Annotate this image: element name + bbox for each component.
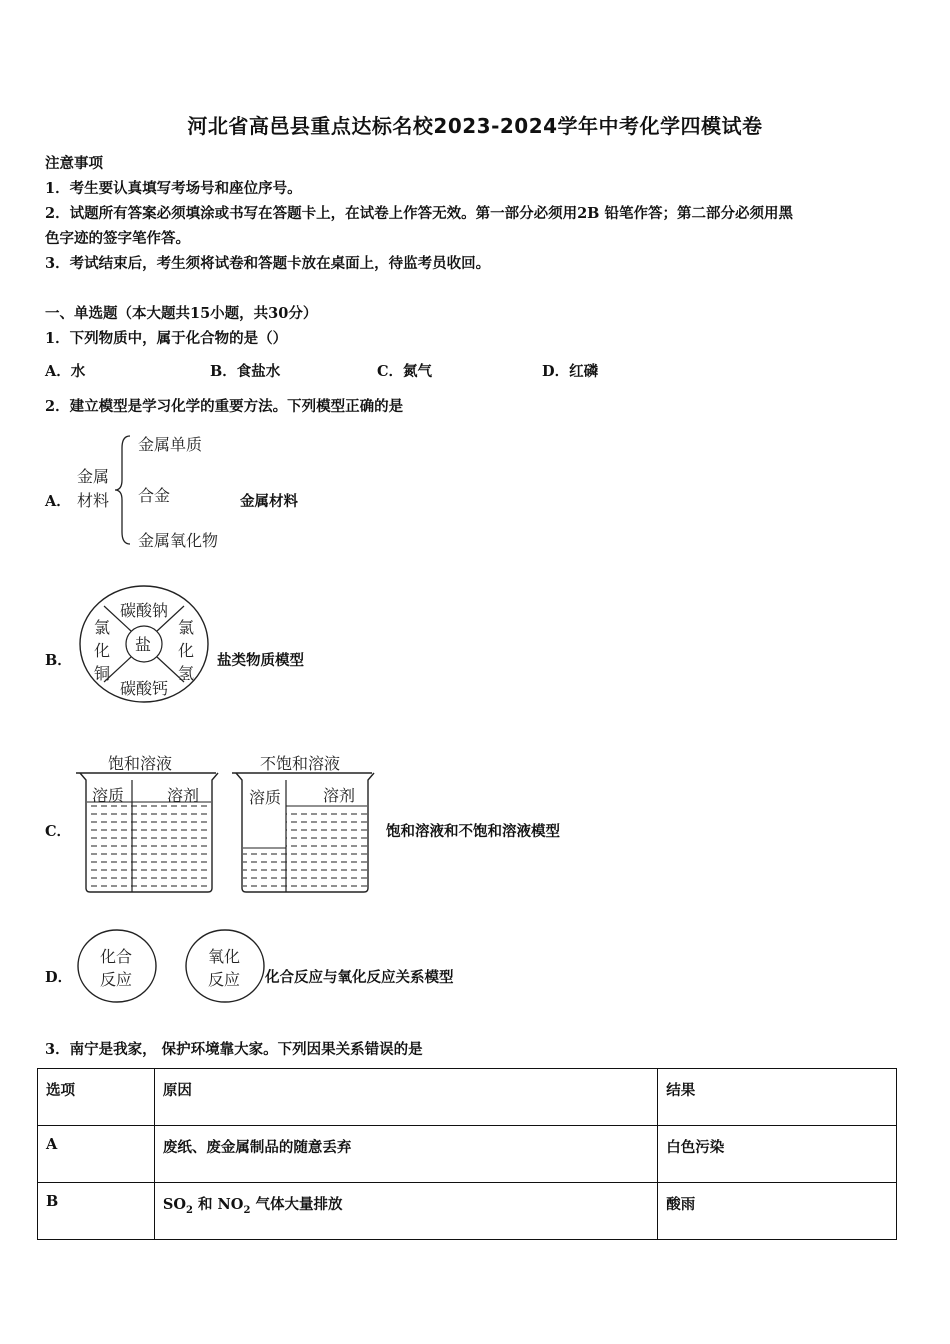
q2-b-bottom: 碳酸钙: [120, 679, 169, 698]
q1-option-a: A．水: [45, 363, 86, 380]
notice-item-2: 2．试题所有答案必须填涂或书写在答题卡上，在试卷上作答无效。第一部分必须用2B 铅笔作答；第二部分必须用黑: [45, 205, 793, 222]
q2-a-branch-2: 合金: [138, 486, 171, 505]
section-heading: 一、单选题（本大题共15小题，共30分）: [45, 305, 318, 322]
q2-c-beaker2-right: 溶剂: [323, 786, 356, 805]
q2-b-caption: 盐类物质模型: [217, 652, 304, 669]
row-b-result: 酸雨: [658, 1183, 897, 1240]
q2-a-label: A．: [45, 493, 71, 510]
header-result: 结果: [658, 1069, 897, 1126]
q1-option-d: D．红磷: [542, 363, 599, 380]
row-b-option: B: [38, 1183, 155, 1240]
q2-c-beaker2-left: 溶质: [249, 788, 282, 807]
q3-table: [37, 1068, 897, 1240]
q1-option-b: B．食盐水: [210, 363, 281, 380]
q2-b-top: 碳酸钠: [120, 601, 169, 620]
q2-c-beaker1-right: 溶剂: [167, 786, 200, 805]
q2-c-beaker1-left: 溶质: [92, 786, 125, 805]
header-cause: 原因: [154, 1069, 657, 1126]
notice-item-1: 1．考生要认真填写考场号和座位序号。: [45, 180, 302, 197]
table-row: [38, 1183, 897, 1240]
q2-stem: 2．建立模型是学习化学的重要方法。下列模型正确的是: [45, 398, 404, 415]
q2-b-label: B．: [45, 652, 72, 669]
q2-b-center: 盐: [135, 635, 152, 654]
q2-d-label: D．: [45, 969, 73, 986]
q2-c-beaker2-title: 不饱和溶液: [260, 754, 341, 773]
row-a-cause: 废纸、废金属制品的随意丢弃: [154, 1126, 657, 1183]
q2-c-caption: 饱和溶液和不饱和溶液模型: [386, 823, 560, 840]
notice-item-3: 3．考试结束后，考生须将试卷和答题卡放在桌面上，待监考员收回。: [45, 255, 491, 272]
q2-d-circle1-line2: 反应: [100, 970, 133, 989]
table-header-row: [38, 1069, 897, 1126]
notice-item-2-cont: 色字迹的签字笔作答。: [45, 230, 190, 247]
q2-b-left-2: 化: [94, 641, 111, 660]
q2-c-beaker1-title: 饱和溶液: [108, 754, 173, 773]
q2-a-branch-3: 金属氧化物: [138, 531, 219, 550]
q1-option-c: C．氮气: [377, 363, 433, 380]
q2-d-circle1-line1: 化合: [100, 947, 133, 966]
q2-b-right-2: 化: [178, 641, 195, 660]
page-title: 河北省高邑县重点达标名校2023-2024学年中考化学四模试卷: [187, 114, 763, 138]
header-option: 选项: [38, 1069, 155, 1126]
q2-d-caption: 化合反应与氧化反应关系模型: [265, 969, 454, 986]
q2-a-branch-1: 金属单质: [138, 435, 203, 454]
q2-b-left-3: 铜: [94, 664, 111, 683]
table-row: [38, 1126, 897, 1183]
q1-stem: 1．下列物质中，属于化合物的是（）: [45, 330, 288, 347]
notice-heading: 注意事项: [45, 155, 103, 172]
q2-b-right-1: 氯: [178, 618, 195, 637]
q2-a-brace: [112, 434, 136, 546]
row-a-option: A: [38, 1126, 155, 1183]
row-a-result: 白色污染: [658, 1126, 897, 1183]
q2-c-label: C．: [45, 823, 72, 840]
q2-b-left-1: 氯: [94, 618, 111, 637]
row-b-cause: $SO_2$ 和 $NO_2$ 气体大量排放: [154, 1183, 657, 1240]
q2-b-right-3: 氢: [178, 664, 195, 683]
q2-a-root-2: 材料: [77, 491, 110, 510]
q2-a-root-1: 金属: [77, 467, 110, 486]
q2-d-circle2-line2: 反应: [208, 970, 241, 989]
q2-d-circle2-line1: 氧化: [208, 947, 241, 966]
q2-a-caption: 金属材料: [240, 493, 298, 510]
q3-stem: 3．南宁是我家， 保护环境靠大家。下列因果关系错误的是: [45, 1041, 423, 1058]
